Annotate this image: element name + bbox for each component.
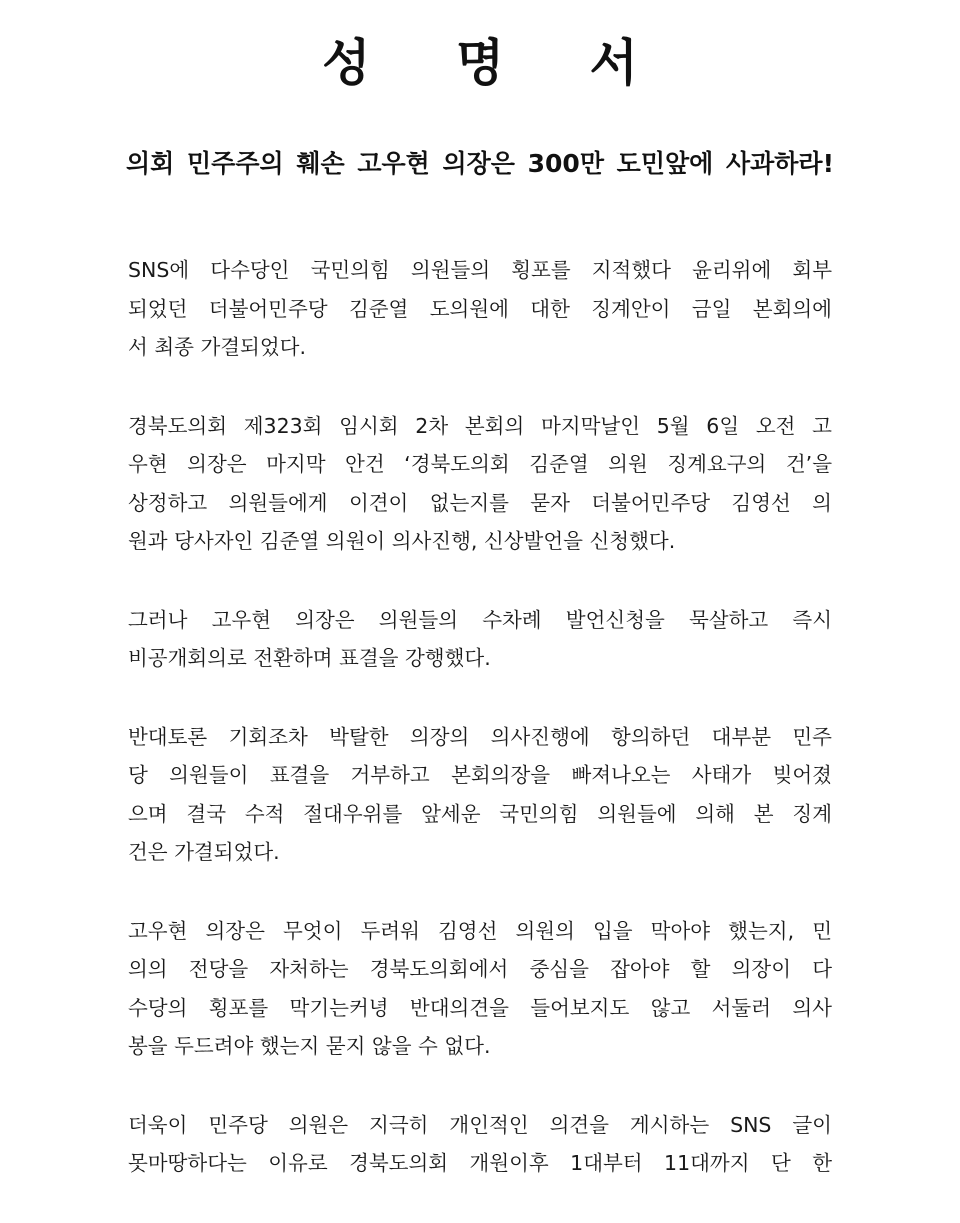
document-title: 성 명 서 xyxy=(322,33,672,92)
text-line: 비공개회의로 전환하며 표결을 강행했다. xyxy=(128,646,491,670)
text-line: 의의 전당을 자처하는 경북도의회에서 중심을 잡아야 할 의장이 다 xyxy=(128,957,832,981)
text-line: 건은 가결되었다. xyxy=(128,840,280,864)
paragraph-6 xyxy=(128,1106,832,1183)
text-line: 되었던 더불어민주당 김준열 도의원에 대한 징계안이 금일 본회의에 xyxy=(128,296,832,321)
text-line: 당 의원들이 표결을 거부하고 본회의장을 빠져나오는 사태가 빚어졌 xyxy=(128,763,832,787)
text-line: 봉을 두드려야 했는지 묻지 않을 수 없다. xyxy=(128,1034,491,1058)
text-line: 상정하고 의원들에게 이견이 없는지를 묻자 더불어민주당 김영선 의 xyxy=(128,490,832,515)
paragraph-5 xyxy=(128,912,832,1066)
text-line: 수당의 횡포를 막기는커녕 반대의견을 들어보지도 않고 서둘러 의사 xyxy=(128,995,832,1020)
text-line: 더욱이 민주당 의원은 지극히 개인적인 의견을 게시하는 SNS 글이 xyxy=(128,1112,832,1137)
paragraph-4 xyxy=(128,718,832,872)
paragraph-3 xyxy=(128,601,832,678)
text-line: SNS에 다수당인 국민의힘 의원들의 횡포를 지적했다 윤리위에 회부 xyxy=(128,258,832,282)
text-line: 못마땅하다는 이유로 경북도의회 개원이후 1대부터 11대까지 단 한 xyxy=(128,1151,832,1175)
text-line: 서 최종 가결되었다. xyxy=(128,335,306,359)
text-line: 고우현 의장은 무엇이 두려워 김영선 의원의 입을 막아야 했는지, 민 xyxy=(128,918,832,943)
paragraph-2 xyxy=(128,407,832,561)
text-line: 경북도의회 제323회 임시회 2차 본회의 마지막날인 5월 6일 오전 고 xyxy=(128,413,832,438)
text-line: 원과 당사자인 김준열 의원이 의사진행, 신상발언을 신청했다. xyxy=(128,529,676,553)
document-subtitle: 의회 민주주의 훼손 고우현 의장은 300만 도민앞에 사과하라! xyxy=(126,149,834,178)
statement-body xyxy=(128,251,832,1223)
text-line: 우현 의장은 마지막 안건 ‘경북도의회 김준열 의원 징계요구의 건’을 xyxy=(128,452,832,476)
text-line: 그러나 고우현 의장은 의원들의 수차례 발언신청을 묵살하고 즉시 xyxy=(128,607,832,632)
paragraph-1 xyxy=(128,251,832,367)
text-line: 반대토론 기회조차 박탈한 의장의 의사진행에 항의하던 대부분 민주 xyxy=(128,724,832,749)
text-line: 으며 결국 수적 절대우위를 앞세운 국민의힘 의원들에 의해 본 징계 xyxy=(128,801,832,826)
